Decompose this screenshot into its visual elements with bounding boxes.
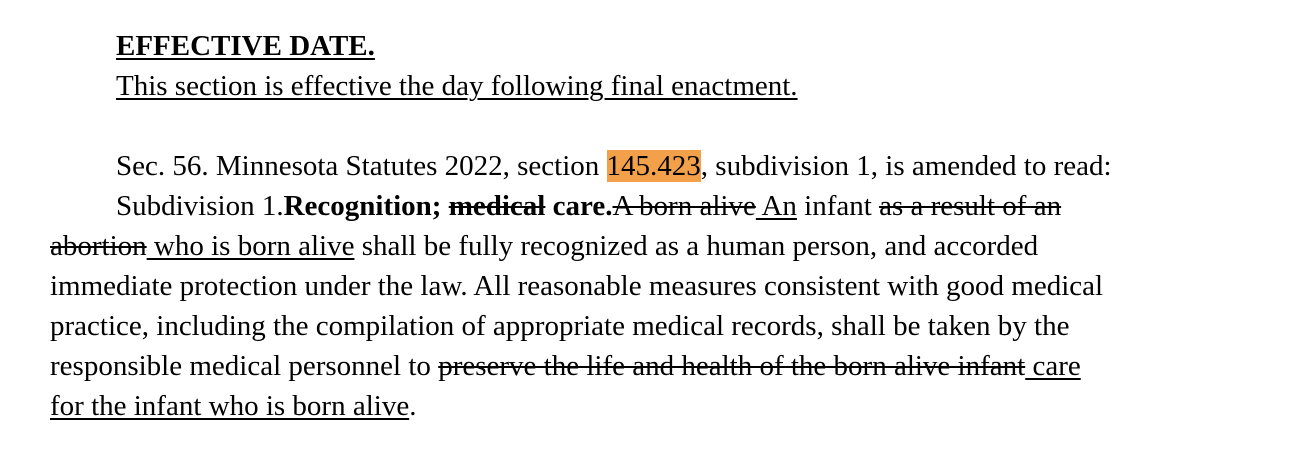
subdivision-label: Subdivision 1. (116, 190, 284, 222)
struck-text: A born alive (612, 190, 756, 222)
inserted-text: who is born alive (146, 230, 355, 262)
effective-date-heading: EFFECTIVE DATE. (116, 30, 375, 62)
struck-text: abortion (50, 230, 147, 262)
subdivision-heading-line: Subdivision 1.Recognition; medical care.A born alive An infant as a result of an (116, 190, 1062, 222)
statute-number-highlight: 145.423 (606, 150, 701, 182)
inserted-text: care (1025, 350, 1081, 382)
body-line-5: practice, including the compilation of appropriate medical records, shall be taken by the (50, 310, 1070, 342)
struck-text: as a result of an (879, 190, 1062, 222)
body-line-7: for the infant who is born alive. (50, 390, 417, 422)
body-line-6: responsible medical personnel to preserve the life and health of the born alive infant care (50, 350, 1081, 382)
struck-text: preserve the life and health of the born alive infant (438, 350, 1026, 382)
struck-text: medical (448, 190, 546, 222)
body-line-4: immediate protection under the law. All reasonable measures consistent with good medical (50, 270, 1104, 302)
effective-date-text: This section is effective the day following final enactment. (116, 70, 798, 102)
body-line-3: abortion who is born alive shall be fully recognized as a human person, and accorded (50, 230, 1039, 262)
inserted-text: An (755, 190, 797, 222)
section-intro: Sec. 56. Minnesota Statutes 2022, section 145.423, subdivision 1, is amended to read: (116, 150, 1112, 182)
inserted-text: for the infant who is born alive (50, 390, 410, 422)
